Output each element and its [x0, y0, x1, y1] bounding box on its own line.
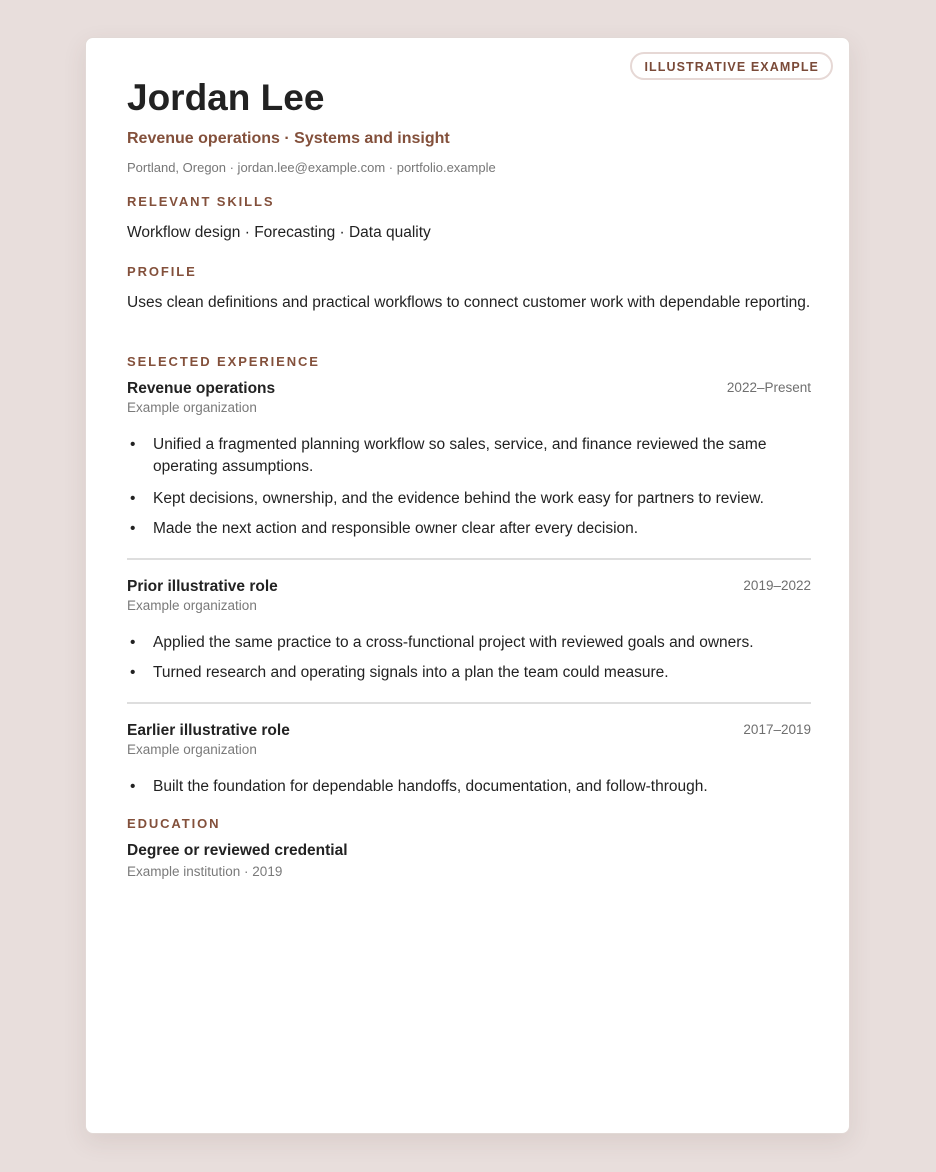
bullet-dot-icon: •	[130, 520, 136, 537]
job-bullet	[127, 776, 811, 798]
education-degree: Degree or reviewed credential	[127, 842, 348, 859]
job-title: Revenue operations	[127, 380, 276, 397]
job-bullet	[127, 632, 811, 654]
job-organization: Example organization	[127, 742, 257, 757]
job-bullet-text: Kept decisions, ownership, and the evidence behind the work easy for partners to review.	[153, 490, 764, 507]
education-detail: Example institution · 2019	[127, 864, 283, 879]
job-bullet-text: Applied the same practice to a cross-functional project with reviewed goals and owners.	[153, 634, 754, 651]
job-bullet	[127, 662, 811, 684]
job-divider	[127, 558, 811, 560]
bullet-dot-icon: •	[130, 634, 136, 651]
bullet-dot-icon: •	[130, 490, 136, 507]
candidate-name: Jordan Lee	[127, 77, 325, 118]
job-bullet-text: Unified a fragmented planning workflow so sales, service, and finance reviewed the same operating assumptions.	[153, 436, 767, 475]
job-bullet	[127, 488, 811, 510]
candidate-tagline: Revenue operations · Systems and insight	[127, 130, 450, 147]
job-dates: 2017–2019	[743, 722, 811, 737]
profile-text: Uses clean definitions and practical workflows to connect customer work with dependable reporting.	[127, 294, 811, 311]
job-bullet	[127, 434, 811, 478]
job-title: Earlier illustrative role	[127, 722, 290, 739]
job-divider	[127, 702, 811, 704]
job-organization: Example organization	[127, 598, 257, 613]
skills-text: Workflow design · Forecasting · Data quality	[127, 224, 431, 241]
job-dates: 2022–Present	[726, 380, 811, 395]
job-bullet-text: Made the next action and responsible owner clear after every decision.	[153, 520, 639, 537]
bullet-dot-icon: •	[130, 664, 136, 681]
job-organization: Example organization	[127, 400, 257, 415]
education-heading: EDUCATION	[127, 816, 221, 831]
profile-heading: PROFILE	[127, 264, 197, 279]
job-title: Prior illustrative role	[127, 578, 278, 595]
resume-page	[85, 37, 850, 1134]
contact-line: Portland, Oregon · jordan.lee@example.com · portfolio.example	[127, 160, 496, 175]
job-dates: 2019–2022	[743, 578, 811, 593]
illustrative-example-badge: ILLUSTRATIVE EXAMPLE	[630, 52, 833, 80]
bullet-dot-icon: •	[130, 778, 136, 795]
job-bullet-text: Built the foundation for dependable handoffs, documentation, and follow-through.	[153, 778, 708, 795]
job-bullet-text: Turned research and operating signals into a plan the team could measure.	[153, 664, 669, 681]
experience-heading: SELECTED EXPERIENCE	[127, 354, 320, 369]
job-bullet	[127, 518, 811, 540]
bullet-dot-icon: •	[130, 436, 136, 453]
skills-heading: RELEVANT SKILLS	[127, 194, 275, 209]
